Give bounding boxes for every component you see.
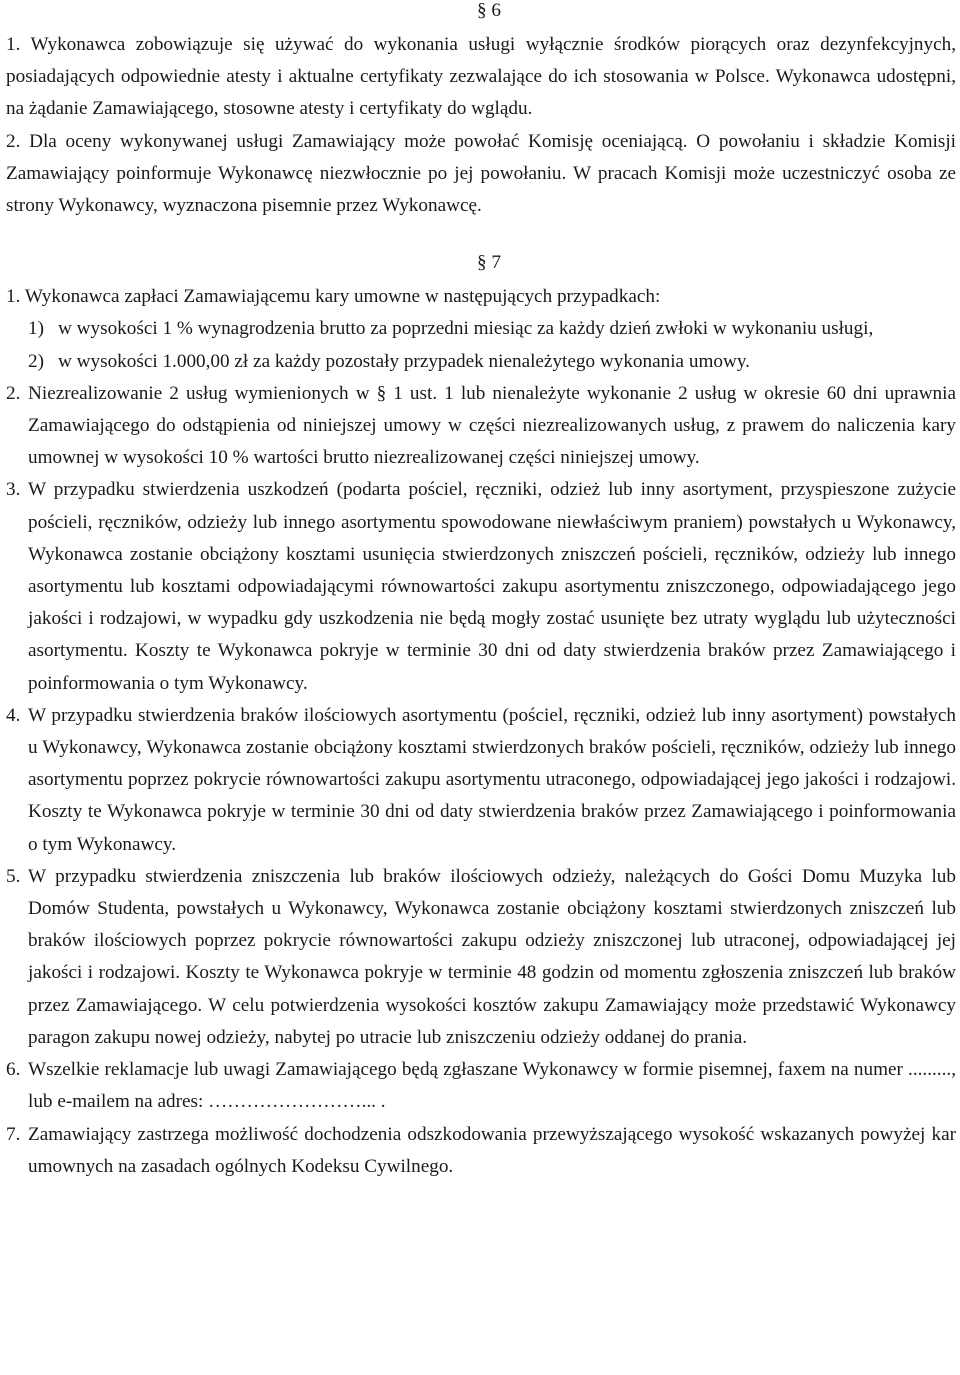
section-6-paragraph-1: 1. Wykonawca zobowiązuje się używać do wykonania usługi wyłącznie środków piorących oraz dezynfekcyjnych, posiadających odpowiednie atesty i aktualne certyfikaty zezwalające do ich stosowania w Polsce. Wykonawca udostępni, na żądanie Zamawiającego, stosowne atesty i certyfikaty do wglądu. [6, 34, 956, 120]
item-number: 7. [6, 1123, 21, 1145]
section-7-item-5 [6, 861, 956, 1054]
section-7-heading: § 7 [477, 252, 501, 274]
item-text: W przypadku stwierdzenia uszkodzeń (podarta pościel, ręczniki, odzież lub inny asortyment, przyspieszone zużycie pościeli, ręczników, odzieży lub innego asortymentu spowodowane niewłaściwym praniem) powstałych u Wykonawcy, Wykonawca zostanie obciążony kosztami usunięcia stwierdzonych zniszczeń pościeli, ręczników, odzieży lub innego asortymentu lub kosztami odpowiadającymi równowartości zakupu asortymentu zniszczonego, odpowiadającego jego jakości i rodzajowi, w wypadku gdy uszkodzenia nie będą mogły zostać usunięte bez utraty wyglądu lub użyteczności asortymentu. Koszty te Wykonawca pokryje w terminie 30 dni od daty stwierdzenia braków przez Zamawiającego i poinformowania o tym Wykonawcy. [28, 479, 956, 694]
section-7-item-3 [6, 474, 956, 699]
section-7-subitem-2 [6, 346, 956, 378]
item-text: Niezrealizowanie 2 usług wymienionych w § 1 ust. 1 lub nienależyte wykonanie 2 usług w okresie 60 dni uprawnia Zamawiającego do odstąpienia od niniejszej umowy w części niezrealizowanych usług, z prawem do naliczenia kary umownej w wysokości 10 % wartości brutto niezrealizowanej części niniejszej umowy. [28, 382, 956, 469]
item-number: 6. [6, 1059, 21, 1081]
section-7-subitem-1 [6, 313, 956, 345]
section-7-item-6 [6, 1054, 956, 1118]
subitem-number: 1) [28, 318, 44, 340]
item-text: W przypadku stwierdzenia zniszczenia lub braków ilościowych odzieży, należących do Gości Domu Muzyka lub Domów Studenta, powstałych u Wykonawcy, Wykonawca zostanie obciążony kosztami stwierdzonych zniszczeń lub braków ilościowych poprzez pokrycie równowartości zakupu odzieży zniszczonej lub utraconej, odpowiadającej jej jakości i rodzajowi. Koszty te Wykonawca pokryje w terminie 48 godzin od momentu zgłoszenia zniszczeń lub braków przez Zamawiającego. W celu potwierdzenia wysokości kosztów zakupu Zamawiający może przedstawić Wykonawcy paragon zakupu nowej odzieży, nabytej po utracie lub zniszczeniu odzieży oddanej do prania. [28, 865, 956, 1048]
item-number: 4. [6, 704, 21, 726]
section-7-item-4 [6, 700, 956, 861]
subitem-number: 2) [28, 350, 44, 372]
section-7-item-2 [6, 378, 956, 475]
section-6-heading: § 6 [477, 0, 501, 21]
item-text: Wszelkie reklamacje lub uwagi Zamawiającego będą zgłaszane Wykonawcy w formie pisemnej, faxem na numer ........., lub e-mailem na adres: ……………………... . [28, 1059, 956, 1113]
section-6-paragraph-2: 2. Dla oceny wykonywanej usługi Zamawiający może powołać Komisję oceniającą. O powołaniu i składzie Komisji Zamawiający poinformuje Wykonawcę niezwłocznie po jej powołaniu. W pracach Komisji może uczestniczyć osoba ze strony Wykonawcy, wyznaczona pisemnie przez Wykonawcę. [6, 130, 956, 217]
item-number: 3. [6, 479, 21, 501]
subitem-text: w wysokości 1.000,00 zł za każdy pozostały przypadek nienależytego wykonania umowy. [58, 350, 750, 372]
subitem-text: w wysokości 1 % wynagrodzenia brutto za poprzedni miesiąc za każdy dzień zwłoki w wykonaniu usługi, [58, 318, 874, 340]
item-number: 5. [6, 865, 21, 887]
section-7-item-7 [6, 1119, 956, 1183]
item-text: Zamawiający zastrzega możliwość dochodzenia odszkodowania przewyższającego wysokość wskazanych powyżej kar umownych na zasadach ogólnych Kodeksu Cywilnego. [28, 1123, 956, 1177]
section-7-paragraph-1: 1. Wykonawca zapłaci Zamawiającemu kary umowne w następujących przypadkach: [6, 286, 661, 308]
item-number: 2. [6, 382, 21, 404]
item-text: W przypadku stwierdzenia braków ilościowych asortymentu (pościel, ręczniki, odzież lub inny asortyment) powstałych u Wykonawcy, Wykonawca zostanie obciążony kosztami stwierdzonych braków pościeli, ręczników, odzieży lub innego asortymentu poprzez pokrycie równowartości zakupu asortymentu utraconego, odpowiadającej jego jakości i rodzajowi. Koszty te Wykonawca pokryje w terminie 30 dni od daty stwierdzenia braków przez Zamawiającego i poinformowania o tym Wykonawcy. [28, 704, 956, 855]
